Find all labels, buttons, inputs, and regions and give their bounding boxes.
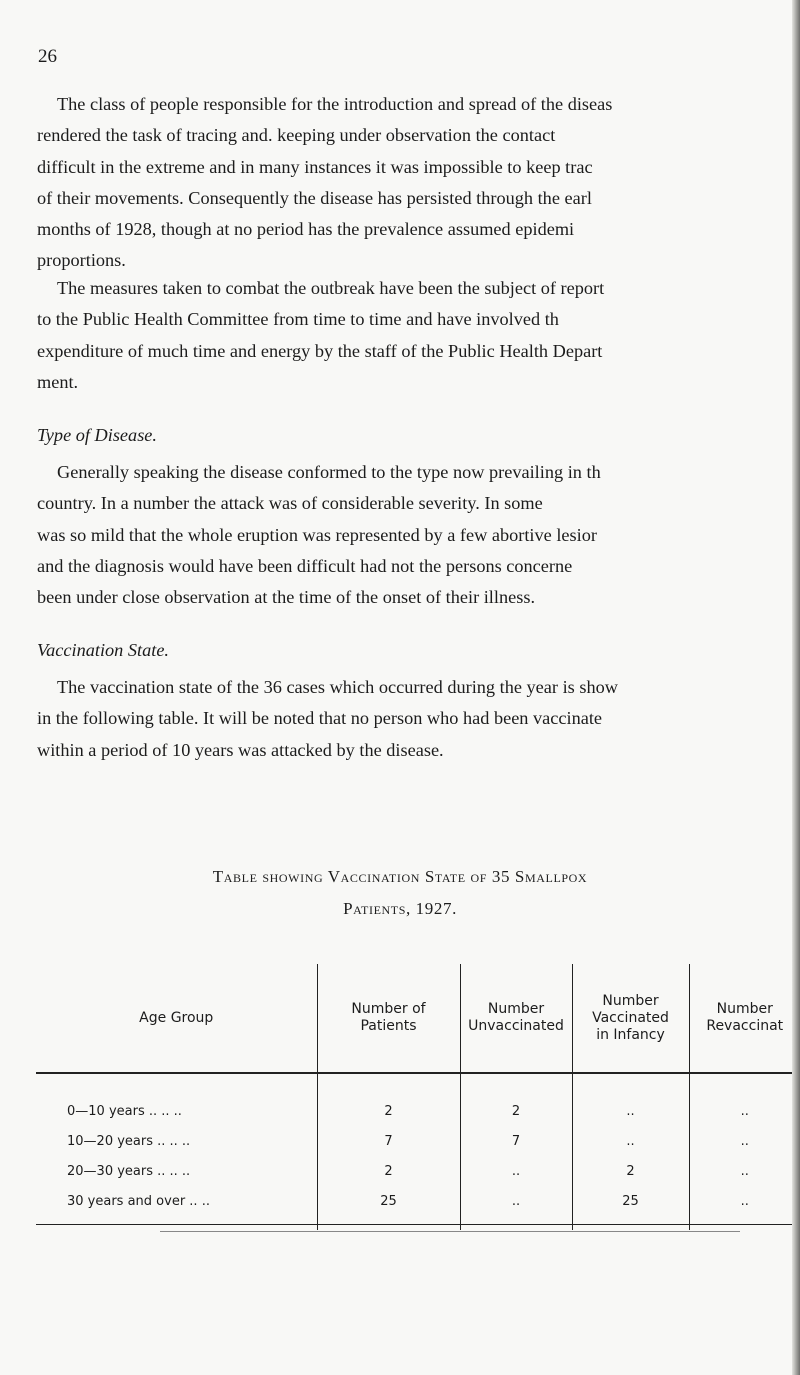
cell-patients: 7 [317, 1126, 460, 1156]
cell-patients: 2 [317, 1073, 460, 1126]
paragraph-line: The measures taken to combat the outbreak have been the subject of report [57, 278, 605, 298]
paragraph-line: in the following table. It will be noted that no person who had been vaccinate [37, 708, 603, 729]
cell-revaccinated: .. [689, 1156, 800, 1186]
cell-vaccinated-infancy: 2 [572, 1156, 689, 1186]
header-line: Number [487, 1001, 545, 1017]
cell-unvaccinated: .. [460, 1186, 572, 1230]
paragraph-line: The vaccination state of the 36 cases which occurred during the year is show [57, 677, 618, 697]
header-line: Unvaccinated [468, 1018, 564, 1034]
header-line: Revaccinat [706, 1018, 784, 1034]
header-line: Age Group [139, 1009, 214, 1026]
header-line: Vaccinated [592, 1009, 669, 1026]
table-title: Table showing Vaccination State of 35 Smallpox [212, 867, 588, 886]
cell-revaccinated: .. [689, 1073, 800, 1126]
table-row [36, 1156, 800, 1186]
paragraph-spread-of-disease [37, 89, 797, 277]
header-number-vaccinated-in-infancy [572, 964, 689, 1073]
paragraph-line: months of 1928, though at no period has the prevalence assumed epidemi [37, 219, 575, 240]
paragraph-line: expenditure of much time and energy by the staff of the Public Health Depart [37, 340, 603, 361]
header-line: Number of [351, 1001, 426, 1017]
cell-unvaccinated: 2 [460, 1073, 572, 1126]
cell-revaccinated: .. [689, 1186, 800, 1230]
table-header-row [36, 964, 800, 1073]
table-bottom-rule [36, 1224, 796, 1225]
cell-unvaccinated: .. [460, 1156, 572, 1186]
cell-vaccinated-infancy: .. [572, 1073, 689, 1126]
paragraph-line: to the Public Health Committee from time to time and have involved th [37, 309, 559, 330]
table-footer-rule [160, 1231, 740, 1232]
header-number-unvaccinated [460, 964, 572, 1073]
paragraph-line: and the diagnosis would have been difficult had not the persons concerne [37, 555, 573, 576]
paragraph-line: rendered the task of tracing and. keeping under observation the contact [37, 125, 556, 146]
paragraph-line: proportions. [37, 250, 126, 271]
cell-age-group: 0—10 years .. .. .. [67, 1103, 182, 1119]
paragraph-line: within a period of 10 years was attacked by the disease. [37, 739, 444, 760]
table-row [36, 1073, 800, 1126]
cell-patients: 25 [317, 1186, 460, 1230]
paragraph-line: of their movements. Consequently the disease has persisted through the earl [37, 187, 592, 208]
table-row [36, 1126, 800, 1156]
paragraph-line: difficult in the extreme and in many instances it was impossible to keep trac [37, 156, 593, 177]
paragraph-measures-taken [37, 273, 797, 398]
cell-patients: 2 [317, 1156, 460, 1186]
paragraph-line: been under close observation at the time of the onset of their illness. [37, 587, 536, 608]
paragraph-line: ment. [37, 371, 79, 392]
header-line: Patients [360, 1018, 417, 1034]
paragraph-line: country. In a number the attack was of considerable severity. In some [37, 493, 543, 514]
header-number-revaccinated [689, 964, 800, 1073]
cell-age-group: 30 years and over .. .. [67, 1193, 210, 1209]
page-edge-shadow [792, 0, 800, 1375]
paragraph-line: The class of people responsible for the introduction and spread of the diseas [57, 94, 613, 114]
header-line: in Infancy [596, 1026, 665, 1043]
paragraph-type-of-disease [37, 457, 797, 613]
paragraph-line: was so mild that the whole eruption was represented by a few abortive lesior [37, 524, 597, 545]
cell-vaccinated-infancy: 25 [572, 1186, 689, 1230]
cell-vaccinated-infancy: .. [572, 1126, 689, 1156]
header-line: Number [602, 992, 659, 1009]
cell-age-group: 20—30 years .. .. .. [67, 1163, 191, 1179]
paragraph-vaccination-state [37, 672, 797, 766]
paragraph-line: Generally speaking the disease conformed to the type now prevailing in th [57, 462, 601, 482]
cell-unvaccinated: 7 [460, 1126, 572, 1156]
page-number: 26 [38, 46, 57, 67]
header-line: Number [716, 1001, 773, 1017]
cell-age-group: 10—20 years .. .. .. [67, 1133, 191, 1149]
table-subtitle: Patients, 1927. [343, 899, 457, 918]
vaccination-table [36, 964, 800, 1230]
heading-type-of-disease: Type of Disease. [37, 425, 157, 445]
cell-revaccinated: .. [689, 1126, 800, 1156]
header-number-of-patients [317, 964, 460, 1073]
header-age-group [36, 964, 317, 1073]
heading-vaccination-state: Vaccination State. [37, 640, 170, 660]
